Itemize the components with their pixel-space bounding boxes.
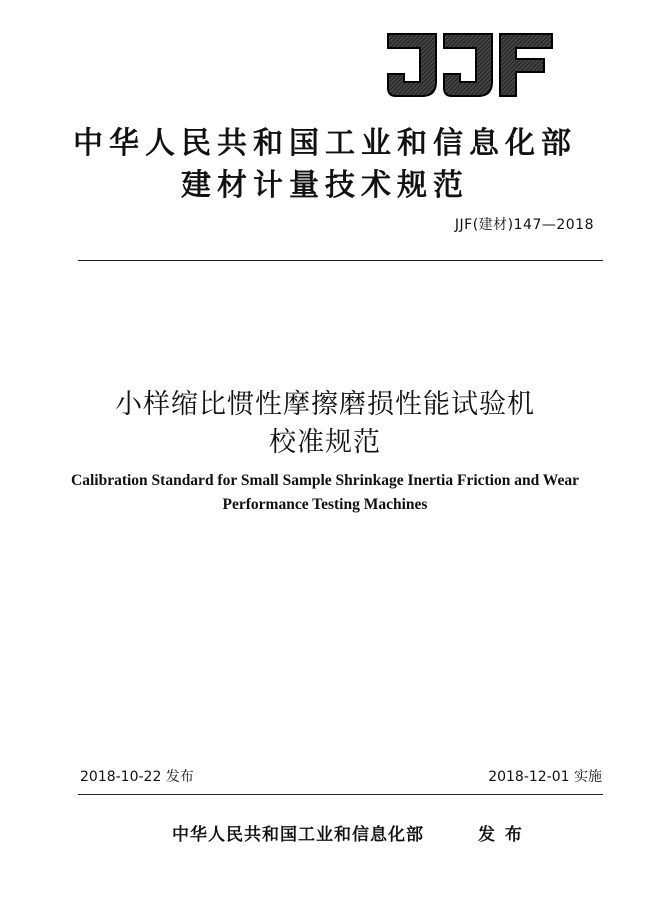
standard-code: JJF(建材)147—2018 [454, 217, 594, 233]
publish-label: 发 布 [478, 825, 524, 845]
title-english-line2: Performance Testing Machines [222, 496, 428, 513]
issue-date: 2018-10-22 发布 [80, 769, 194, 785]
jjf-logo [386, 30, 554, 102]
title-chinese-line2: 校准规范 [269, 427, 381, 458]
top-divider [78, 260, 603, 261]
title-english-line1: Calibration Standard for Small Sample Shrinkage Inertia Friction and Wear [71, 472, 579, 489]
standard-category: 建材计量技术规范 [181, 168, 469, 203]
publisher-name: 中华人民共和国工业和信息化部 [172, 825, 424, 845]
title-chinese-line1: 小样缩比惯性摩擦磨损性能试验机 [115, 389, 535, 420]
effective-date: 2018-12-01 实施 [488, 769, 602, 785]
bottom-divider [78, 794, 603, 795]
issuer-name: 中华人民共和国工业和信息化部 [73, 126, 577, 161]
